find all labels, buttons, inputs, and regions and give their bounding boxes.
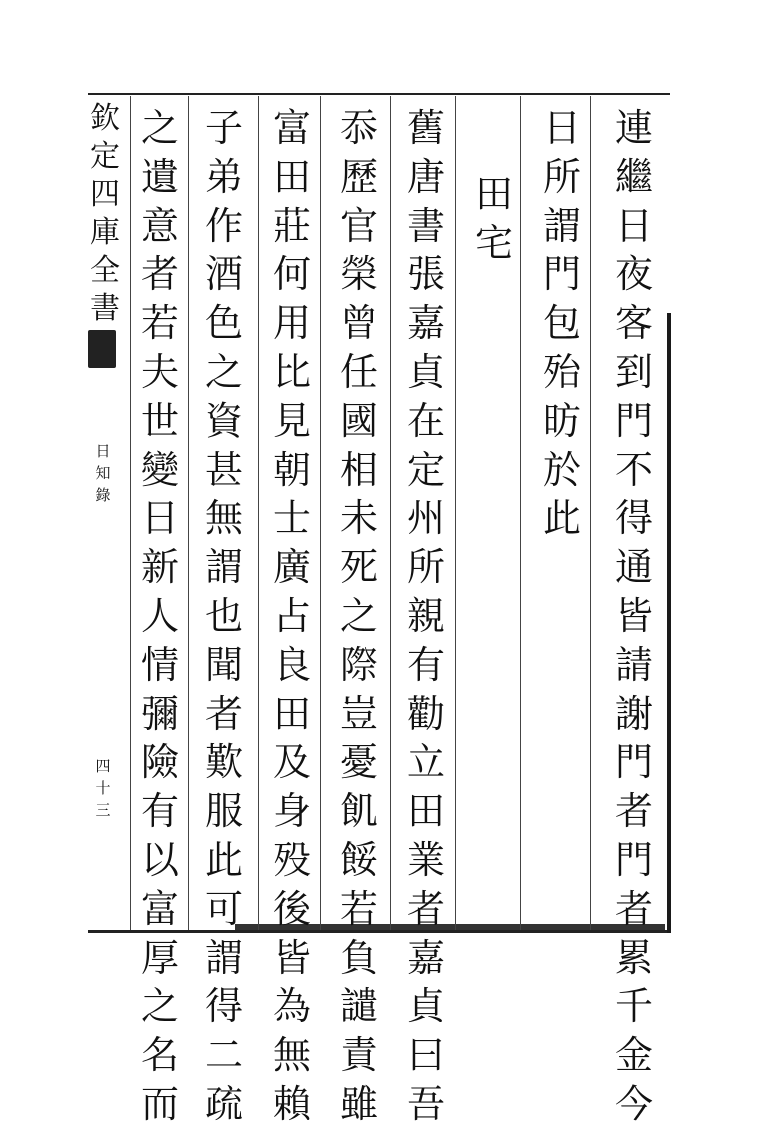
text-character: 皆 bbox=[272, 935, 311, 980]
side-title bbox=[88, 100, 122, 328]
side-title-character: 庫 bbox=[90, 215, 120, 250]
text-character: 門 bbox=[614, 837, 653, 882]
text-character: 相 bbox=[339, 447, 378, 492]
text-character: 意 bbox=[140, 203, 179, 248]
side-title-character: 定 bbox=[90, 139, 120, 174]
text-character: 曰 bbox=[406, 1033, 445, 1078]
text-character: 立 bbox=[406, 740, 445, 785]
text-character: 千 bbox=[614, 984, 653, 1029]
side-page-character: 十 bbox=[95, 779, 111, 797]
text-character: 嘉 bbox=[406, 301, 445, 346]
text-character: 舊 bbox=[406, 106, 445, 150]
text-character: 皆 bbox=[614, 593, 653, 638]
side-title-character: 四 bbox=[90, 177, 120, 212]
text-character: 未 bbox=[339, 496, 378, 541]
text-character: 弟 bbox=[204, 154, 243, 199]
text-character: 死 bbox=[339, 545, 378, 590]
column-divider bbox=[455, 96, 456, 930]
text-character: 所 bbox=[406, 545, 445, 590]
text-character: 繼 bbox=[614, 154, 653, 199]
text-character: 者 bbox=[614, 789, 653, 834]
text-character: 日 bbox=[542, 106, 581, 150]
text-character: 親 bbox=[406, 593, 445, 638]
text-character: 門 bbox=[614, 398, 653, 443]
text-character: 今 bbox=[614, 1081, 653, 1126]
text-character: 彌 bbox=[140, 691, 179, 736]
text-character: 人 bbox=[140, 593, 179, 638]
text-character: 朝 bbox=[272, 447, 311, 492]
text-character: 者 bbox=[614, 886, 653, 931]
text-character: 昉 bbox=[542, 398, 581, 443]
text-character: 譴 bbox=[339, 984, 378, 1029]
text-character: 得 bbox=[614, 496, 653, 541]
column-divider bbox=[590, 96, 591, 930]
text-character: 可 bbox=[204, 886, 243, 931]
text-character: 若 bbox=[140, 301, 179, 346]
text-column-8 bbox=[134, 104, 186, 1129]
text-character: 有 bbox=[140, 789, 179, 834]
text-character: 在 bbox=[406, 398, 445, 443]
text-character: 貞 bbox=[406, 984, 445, 1029]
text-character: 夫 bbox=[140, 349, 179, 394]
text-character: 到 bbox=[614, 349, 653, 394]
text-character: 無 bbox=[272, 1033, 311, 1078]
text-character: 色 bbox=[204, 301, 243, 346]
text-character: 變 bbox=[140, 447, 179, 492]
text-character: 唐 bbox=[406, 154, 445, 199]
text-character: 資 bbox=[204, 398, 243, 443]
text-character: 用 bbox=[272, 301, 311, 346]
text-character: 新 bbox=[140, 545, 179, 590]
text-character: 名 bbox=[140, 1033, 179, 1078]
text-character: 聞 bbox=[204, 642, 243, 687]
text-character: 廣 bbox=[272, 545, 311, 590]
text-character: 得 bbox=[204, 984, 243, 1029]
text-character: 任 bbox=[339, 349, 378, 394]
text-column-5 bbox=[333, 104, 385, 1129]
text-character: 之 bbox=[140, 984, 179, 1029]
text-character: 者 bbox=[204, 691, 243, 736]
side-title-character: 全 bbox=[90, 253, 120, 288]
text-character: 甚 bbox=[204, 447, 243, 492]
text-character: 世 bbox=[140, 398, 179, 443]
text-character: 忝 bbox=[339, 106, 378, 150]
text-character: 田 bbox=[272, 154, 311, 199]
text-character: 作 bbox=[204, 203, 243, 248]
text-character: 身 bbox=[272, 789, 311, 834]
text-character: 見 bbox=[272, 398, 311, 443]
top-border bbox=[88, 93, 670, 95]
text-character: 無 bbox=[204, 496, 243, 541]
text-character: 客 bbox=[614, 301, 653, 346]
text-character: 包 bbox=[542, 301, 581, 346]
text-character: 通 bbox=[614, 545, 653, 590]
column-divider bbox=[130, 96, 131, 930]
text-character: 厚 bbox=[140, 935, 179, 980]
text-character: 後 bbox=[272, 886, 311, 931]
text-character: 殁 bbox=[272, 837, 311, 882]
side-book-character: 知 bbox=[95, 464, 111, 482]
text-character: 負 bbox=[339, 935, 378, 980]
text-character: 歎 bbox=[204, 740, 243, 785]
text-column-1 bbox=[608, 104, 660, 1129]
side-book-character: 日 bbox=[95, 442, 111, 460]
text-character: 田 bbox=[406, 789, 445, 834]
text-character: 者 bbox=[140, 252, 179, 297]
text-character: 官 bbox=[339, 203, 378, 248]
text-character: 之 bbox=[140, 106, 179, 150]
text-character: 歷 bbox=[339, 154, 378, 199]
text-character: 豈 bbox=[339, 691, 378, 736]
text-character: 所 bbox=[542, 154, 581, 199]
text-character: 勸 bbox=[406, 691, 445, 736]
text-character: 情 bbox=[140, 642, 179, 687]
text-character: 以 bbox=[140, 837, 179, 882]
text-character: 也 bbox=[204, 593, 243, 638]
text-character: 謝 bbox=[614, 691, 653, 736]
section-heading bbox=[468, 170, 520, 268]
text-character: 子 bbox=[204, 106, 243, 150]
text-character: 吾 bbox=[406, 1081, 445, 1126]
side-title-character: 書 bbox=[90, 291, 120, 326]
text-character: 殆 bbox=[542, 349, 581, 394]
fish-tail-mark bbox=[88, 330, 116, 368]
text-character: 宅 bbox=[474, 220, 513, 265]
column-divider bbox=[188, 96, 189, 930]
text-character: 酒 bbox=[204, 252, 243, 297]
text-character: 門 bbox=[542, 252, 581, 297]
text-character: 責 bbox=[339, 1033, 378, 1078]
text-character: 國 bbox=[339, 398, 378, 443]
text-character: 州 bbox=[406, 496, 445, 541]
text-character: 謂 bbox=[204, 935, 243, 980]
text-character: 若 bbox=[339, 886, 378, 931]
text-character: 際 bbox=[339, 642, 378, 687]
text-character: 雖 bbox=[339, 1081, 378, 1126]
text-character: 連 bbox=[614, 106, 653, 150]
text-character: 占 bbox=[272, 593, 311, 638]
text-character: 何 bbox=[272, 252, 311, 297]
text-character: 日 bbox=[614, 203, 653, 248]
text-character: 莊 bbox=[272, 203, 311, 248]
text-character: 之 bbox=[339, 593, 378, 638]
text-character: 謂 bbox=[542, 203, 581, 248]
side-page-character: 四 bbox=[95, 757, 111, 775]
side-title-character: 欽 bbox=[90, 101, 120, 136]
text-character: 曾 bbox=[339, 301, 378, 346]
text-character: 張 bbox=[406, 252, 445, 297]
text-character: 而 bbox=[140, 1081, 179, 1126]
text-column-7 bbox=[198, 104, 250, 1129]
text-character: 為 bbox=[272, 984, 311, 1029]
side-book-character: 錄 bbox=[95, 486, 111, 504]
text-character: 服 bbox=[204, 789, 243, 834]
text-character: 良 bbox=[272, 642, 311, 687]
text-character: 田 bbox=[272, 691, 311, 736]
text-character: 有 bbox=[406, 642, 445, 687]
text-character: 賴 bbox=[272, 1081, 311, 1126]
text-character: 餒 bbox=[339, 837, 378, 882]
text-column-6 bbox=[266, 104, 318, 1129]
text-character: 夜 bbox=[614, 252, 653, 297]
side-page-number bbox=[93, 755, 113, 821]
text-column-2 bbox=[536, 104, 588, 543]
text-character: 金 bbox=[614, 1033, 653, 1078]
text-character: 憂 bbox=[339, 740, 378, 785]
text-character: 日 bbox=[140, 496, 179, 541]
text-character: 謂 bbox=[204, 545, 243, 590]
text-character: 累 bbox=[614, 935, 653, 980]
text-character: 請 bbox=[614, 642, 653, 687]
text-character: 嘉 bbox=[406, 935, 445, 980]
text-character: 士 bbox=[272, 496, 311, 541]
column-divider bbox=[320, 96, 321, 930]
text-character: 險 bbox=[140, 740, 179, 785]
text-character: 業 bbox=[406, 837, 445, 882]
text-character: 此 bbox=[204, 837, 243, 882]
text-character: 定 bbox=[406, 447, 445, 492]
text-character: 此 bbox=[542, 496, 581, 541]
text-character: 之 bbox=[204, 349, 243, 394]
right-border bbox=[667, 313, 671, 933]
text-character: 二 bbox=[204, 1033, 243, 1078]
text-character: 貞 bbox=[406, 349, 445, 394]
side-page-character: 三 bbox=[95, 801, 111, 819]
column-divider bbox=[258, 96, 259, 930]
text-character: 書 bbox=[406, 203, 445, 248]
text-character: 富 bbox=[140, 886, 179, 931]
text-character: 及 bbox=[272, 740, 311, 785]
text-character: 門 bbox=[614, 740, 653, 785]
column-divider bbox=[520, 96, 521, 930]
text-character: 榮 bbox=[339, 252, 378, 297]
text-character: 飢 bbox=[339, 789, 378, 834]
text-character: 遺 bbox=[140, 154, 179, 199]
text-character: 不 bbox=[614, 447, 653, 492]
text-column-4 bbox=[400, 104, 452, 1129]
text-character: 於 bbox=[542, 447, 581, 492]
text-character: 富 bbox=[272, 106, 311, 150]
text-character: 者 bbox=[406, 886, 445, 931]
text-character: 比 bbox=[272, 349, 311, 394]
side-book-title bbox=[93, 440, 113, 506]
column-divider bbox=[390, 96, 391, 930]
text-character: 疏 bbox=[204, 1081, 243, 1126]
text-character: 田 bbox=[474, 172, 513, 216]
